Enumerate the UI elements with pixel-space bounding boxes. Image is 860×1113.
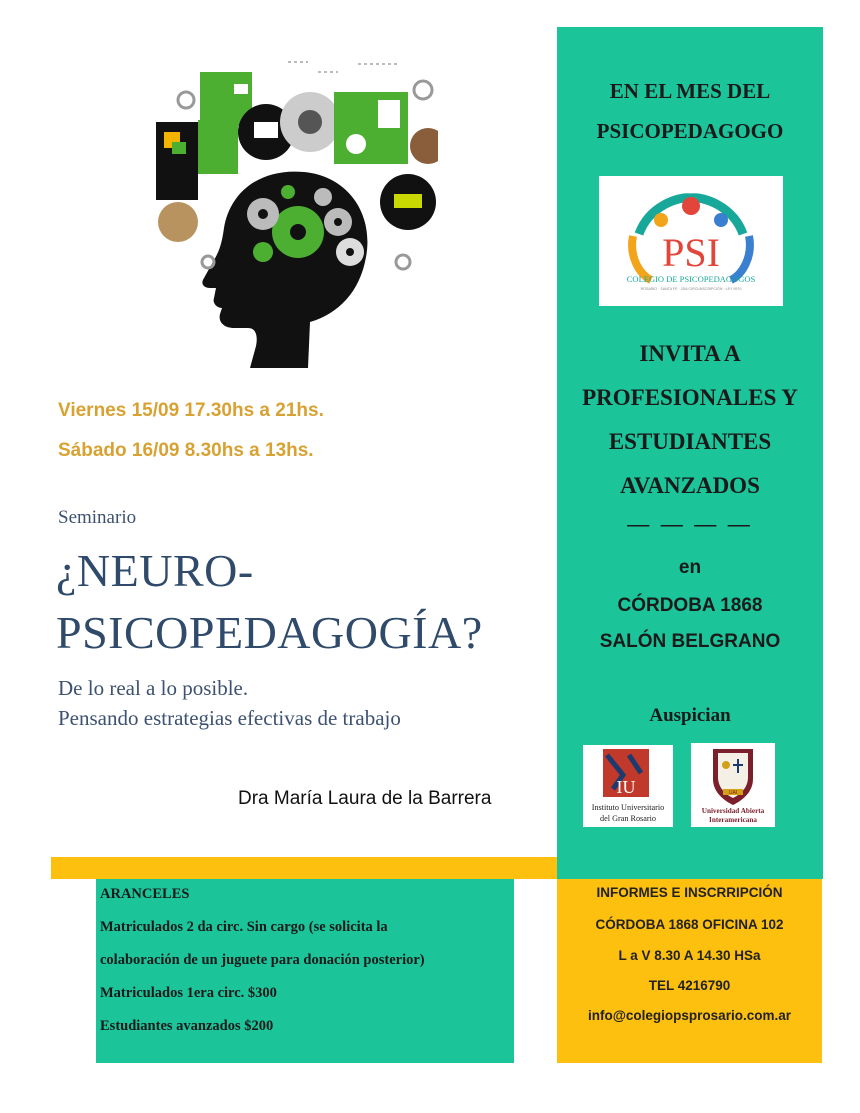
fees-line1: Matriculados 2 da circ. Sin cargo (se solicita la (100, 919, 388, 935)
invitation-text (557, 332, 823, 508)
bubble-science (198, 120, 238, 174)
header-line2: PSICOPEDAGOGO (596, 119, 784, 143)
logo-letters: PSI (662, 230, 720, 275)
info-column (557, 27, 823, 879)
venue-prefix: en (678, 557, 702, 578)
seminar-label: Seminario (58, 507, 137, 528)
bubble-ruler (158, 202, 198, 242)
contact-address: CÓRDOBA 1868 OFICINA 102 (595, 917, 784, 932)
contact-box (557, 879, 822, 1063)
yellow-stripe (51, 857, 557, 879)
date-friday: Viernes 15/09 17.30hs a 21hs. (58, 400, 324, 421)
contact-hours: L a V 8.30 A 14.30 HSa (618, 948, 761, 963)
seminar-title-line1: ¿NEURO- (56, 545, 254, 596)
bubble-tools (410, 128, 438, 164)
logo-subcaption: ROSARIO · SANTA FE · 2DA CIRCUNSCRIPCIÓN · LEY 9970 (640, 287, 742, 291)
fees-line3: Matriculados 1era circ. $300 (100, 985, 277, 1001)
head-silhouette (202, 172, 367, 368)
seminar-subtitle-2: Pensando estrategias efectivas de trabajo (58, 706, 401, 730)
fees-line4: Estudiantes avanzados $200 (100, 1018, 274, 1034)
speaker-name: Dra María Laura de la Barrera (238, 788, 492, 809)
date-saturday: Sábado 16/09 8.30hs a 13hs. (58, 440, 314, 461)
seminar-title-line2: PSICOPEDAGOGÍA? (56, 607, 483, 658)
invitation-line3: ESTUDIANTES (608, 429, 772, 454)
venue-room: SALÓN BELGRANO (599, 631, 781, 652)
seminar-subtitle-1: De lo real a lo posible. (58, 676, 249, 700)
uai-shield-icon (691, 743, 775, 827)
iugr-line2: del Gran Rosario (600, 814, 656, 823)
iugr-logo-icon (583, 745, 673, 827)
uai-badge: UAI (728, 790, 738, 796)
uai-line1: Universidad Abierta (701, 807, 765, 815)
brain-illustration (138, 52, 438, 368)
venue-address: CÓRDOBA 1868 (617, 595, 763, 616)
contact-phone: TEL 4216790 (648, 978, 731, 993)
iugr-letters: IU (616, 777, 636, 797)
fees-line2: colaboración de un juguete para donación posterior) (100, 952, 425, 968)
contact-email[interactable]: info@colegiopsprosario.com.ar (588, 1008, 791, 1023)
header-line1: EN EL MES DEL (609, 79, 771, 103)
invitation-line4: AVANZADOS (620, 473, 760, 498)
sponsors-title: Auspician (649, 705, 731, 726)
invitation-line1: INVITA A (639, 341, 741, 366)
colegio-logo-icon (599, 176, 783, 306)
fees-box (96, 879, 514, 1063)
invitation-line2: PROFESIONALES Y (582, 385, 798, 410)
sponsor-iugr-logo (583, 745, 673, 827)
colegio-logo (599, 176, 783, 306)
sponsor-uai-logo (691, 743, 775, 827)
contact-title: INFORMES E INSCRRIPCIÓN (596, 885, 783, 900)
uai-line2: Interamericana (709, 816, 757, 824)
dash-divider: — — — — (627, 511, 753, 536)
logo-caption: COLEGIO DE PSICOPEDAGOGOS (626, 274, 756, 284)
iugr-line1: Instituto Universitario (591, 803, 665, 812)
fees-title: ARANCELES (100, 886, 190, 902)
